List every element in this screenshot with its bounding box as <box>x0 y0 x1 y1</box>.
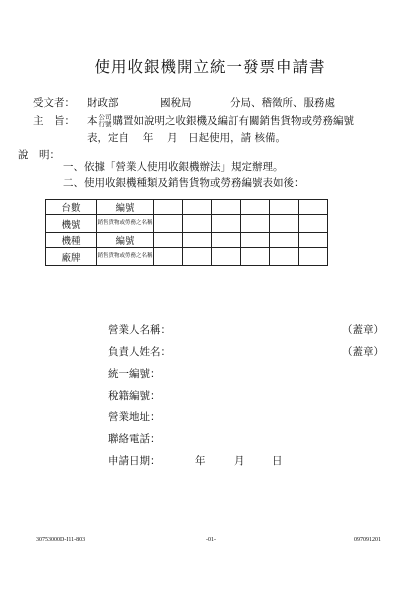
application-date-label: 申請日期： <box>108 455 161 467</box>
company-option: 公司 <box>98 113 112 121</box>
footer-page-number: -01- <box>206 537 216 543</box>
table-cell[interactable] <box>183 248 212 266</box>
subject-prefix: 本 <box>87 115 98 127</box>
table-cell[interactable] <box>154 200 183 215</box>
row-sub-goods-name: 銷售貨物或勞務之名稱 <box>97 248 154 266</box>
explanation-item-2: 二、使用收銀機種類及銷售貨物或勞務編號表如後： <box>63 177 305 189</box>
row-sub-code: 編號 <box>97 233 154 248</box>
row-sub-code: 編號 <box>97 200 154 215</box>
date-month: 月 <box>234 455 245 467</box>
table-cell[interactable] <box>183 233 212 248</box>
subject-line1 <box>87 113 354 128</box>
table-cell[interactable] <box>299 215 328 233</box>
explanation-label: 說 明： <box>18 149 60 161</box>
footer-revision: 097091201 <box>354 537 381 543</box>
seal-placeholder-2: （蓋章） <box>342 346 384 358</box>
table-cell[interactable] <box>212 233 241 248</box>
contact-phone-label: 聯絡電話： <box>108 433 161 445</box>
firm-option: 行號 <box>98 120 112 128</box>
table-cell[interactable] <box>212 200 241 215</box>
table-cell[interactable] <box>299 233 328 248</box>
table-cell[interactable] <box>299 200 328 215</box>
table-cell[interactable] <box>270 200 299 215</box>
subject-text-1: 購置如說明之收銀機及編訂有關銷售貨物或勞務編號 <box>112 115 354 127</box>
table-cell[interactable] <box>183 215 212 233</box>
table-cell[interactable] <box>299 248 328 266</box>
table-cell[interactable] <box>154 233 183 248</box>
table-cell[interactable] <box>241 233 270 248</box>
date-year: 年 <box>195 455 206 467</box>
footer-form-code: 30753000D-I11-803 <box>36 537 86 543</box>
table-cell[interactable] <box>212 248 241 266</box>
table-row <box>46 233 328 248</box>
table-cell[interactable] <box>154 248 183 266</box>
table-row <box>46 200 328 215</box>
recipient-mof: 財政部 <box>87 97 119 109</box>
row-label-model: 機種 <box>46 233 97 248</box>
table-cell[interactable] <box>270 215 299 233</box>
subject-line2: 表，定自 年 月 日起使用，請 核備。 <box>87 132 287 144</box>
responsible-person-label: 負責人姓名： <box>108 346 171 358</box>
subject-label: 主 旨： <box>33 115 75 127</box>
recipient-branch: 分局、稽徵所、服務處 <box>230 97 335 109</box>
company-option-stack <box>99 114 112 128</box>
page-title: 使用收銀機開立統一發票申請書 <box>94 58 326 76</box>
table-cell[interactable] <box>241 215 270 233</box>
explanation-item-1: 一、依據「營業人使用收銀機辦法」規定辦理。 <box>63 161 284 173</box>
register-table <box>45 199 328 266</box>
table-cell[interactable] <box>241 200 270 215</box>
table-cell[interactable] <box>154 215 183 233</box>
table-cell[interactable] <box>270 233 299 248</box>
tax-registration-label: 稅籍編號： <box>108 390 161 402</box>
uniform-number-label: 統一編號： <box>108 368 161 380</box>
table-row <box>46 248 328 266</box>
recipient-label: 受文者： <box>33 97 75 109</box>
row-label-machine-no: 機號 <box>46 215 97 233</box>
table-cell[interactable] <box>270 248 299 266</box>
date-day: 日 <box>272 455 283 467</box>
row-label-units: 台數 <box>46 200 97 215</box>
table-cell[interactable] <box>212 215 241 233</box>
table-cell[interactable] <box>241 248 270 266</box>
recipient-tax-bureau: 國稅局 <box>160 97 192 109</box>
row-label-brand: 廠牌 <box>46 248 97 266</box>
business-address-label: 營業地址： <box>108 411 161 423</box>
row-sub-goods-name: 銷售貨物或勞務之名稱 <box>97 215 154 233</box>
table-cell[interactable] <box>183 200 212 215</box>
table-row <box>46 215 328 233</box>
business-name-label: 營業人名稱： <box>108 324 171 336</box>
seal-placeholder-1: （蓋章） <box>342 324 384 336</box>
